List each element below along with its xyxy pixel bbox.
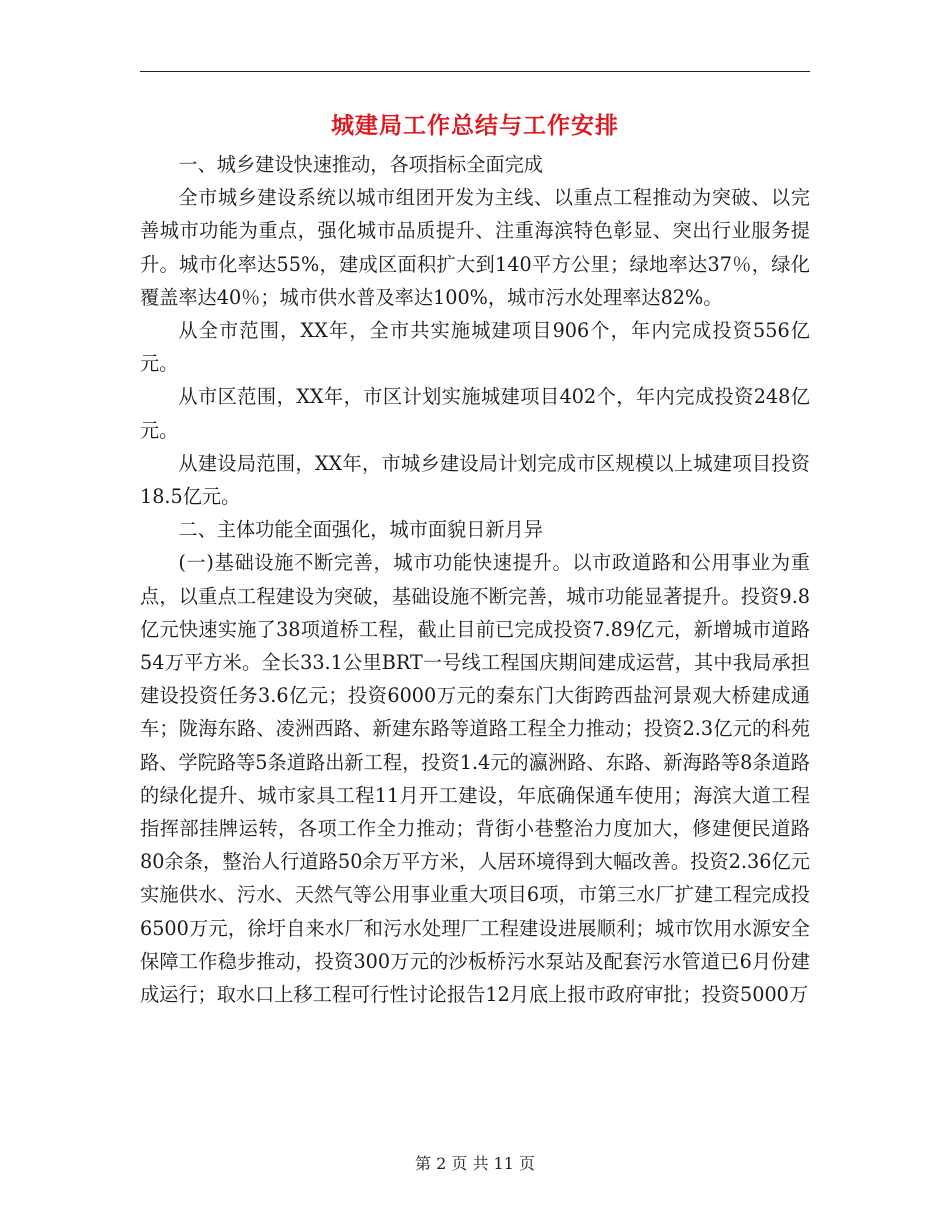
body-paragraph: 从市区范围，XX年，市区计划实施城建项目402个，年内完成投资248亿元。 [140, 385, 810, 442]
document-title: 城建局工作总结与工作安排 [331, 112, 619, 139]
page-number: 第 2 页 共 11 页 [415, 1154, 535, 1173]
section-heading-1: 一、城乡建设快速推动，各项指标全面完成 [178, 153, 543, 176]
section-heading-2: 二、主体功能全面强化，城市面貌日新月异 [178, 518, 543, 542]
header-rule [140, 71, 810, 72]
document-body [140, 148, 810, 1011]
body-paragraph: 从全市范围，XX年，全市共实施城建项目906个，年内完成投资556亿元。 [140, 319, 810, 376]
body-paragraph: 全市城乡建设系统以城市组团开发为主线、以重点工程推动为突破、以完善城市功能为重点，强化城市品质提升、注重海滨特色彰显、突出行业服务提升。城市化率达55%，建成区面积扩大到140平方公里；绿地率达37％，绿化覆盖率达40％；城市供水普及率达100%，城市污水处理率达82%。 [140, 186, 810, 309]
body-paragraph: (一)基础设施不断完善，城市功能快速提升。以市政道路和公用事业为重点，以重点工程建设为突破，基础设施不断完善，城市功能显著提升。投资9.8亿元快速实施了38项道桥工程，截止目前已完成投资7.89亿元，新增城市道路54万平方米。全长33.1公里BRT一号线工程国庆期间建成运营，其中我局承担建设投资任务3.6亿元；投资6000万元的秦东门大街跨西盐河景观大桥建成通车；陇海东路、凌洲西路、新建东路等道路工程全力推动；投资2.3亿元的科苑路、学院路等5条道路出新工程，投资1.4元的瀛洲路、东路、新海路等8条道路的绿化提升、城市家具工程11月开工建设，年底确保通车使用；海滨大道工程指挥部挂牌运转，各项工作全力推动；背街小巷整治力度加大，修建便民道路80余条，整治人行道路50余万平方米，人居环境得到大幅改善。投资2.36亿元实施供水、污水、天然气等公用事业重大项目6项，市第三水厂扩建工程完成投6500万元，徐圩自来水厂和污水处理厂工程建设进展顺利；城市饮用水源安全保障工作稳步推动，投资300万元的沙板桥污水泵站及配套污水管道已6月份建成运行；取水口上移工程可行性讨论报告12月底上报市政府审批；投资5000万 [140, 551, 810, 1007]
body-paragraph: 从建设局范围，XX年，市城乡建设局计划完成市区规模以上城建项目投资18.5亿元。 [140, 451, 810, 509]
